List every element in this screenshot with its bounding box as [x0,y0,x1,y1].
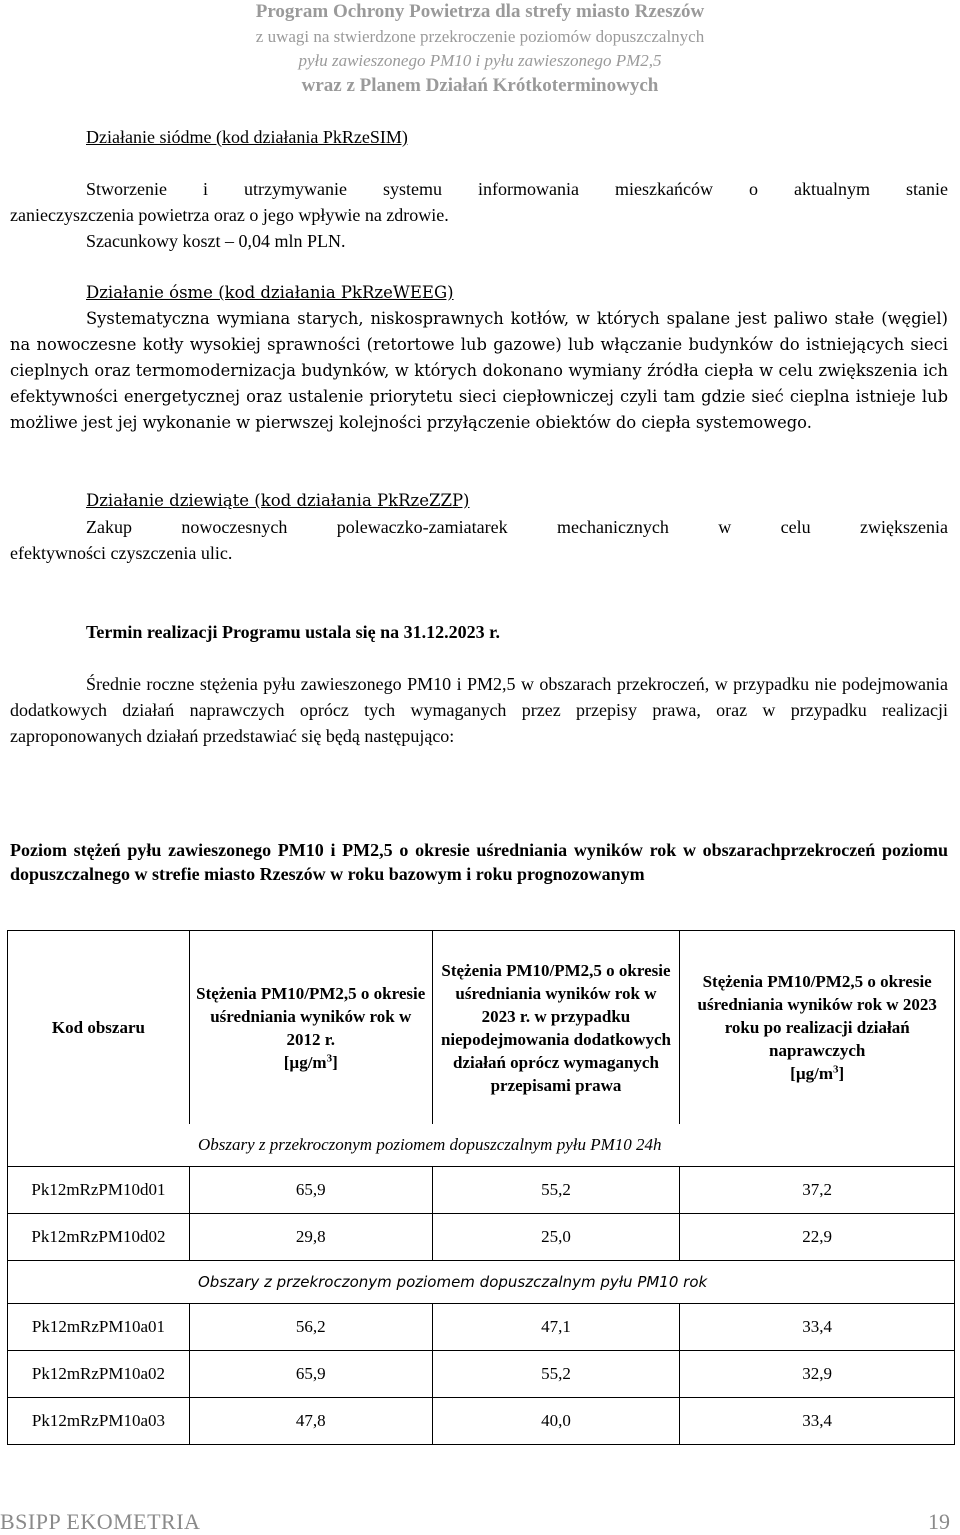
value-2012: 65,9 [189,1351,432,1398]
value-2023-without: 25,0 [432,1214,680,1261]
header-2023-with-unit: [µg/m [790,1064,833,1083]
area-code: Pk12mRzPM10d02 [8,1214,190,1261]
value-2012: 65,9 [189,1167,432,1214]
action8-text: Systematyczna wymiana starych, niskosprawnych kotłów, w których spalane jest paliwo stałe (węgiel) na nowoczesne kotły wysokiej sprawności (retortowe lub gazowe) lub włączanie budynków do istniejących sieci cieplnych oraz termomodernizacja budynków, w których dokonano wymiany źródła ciepła w celu zwiększenia ich efektywności energetycznej oraz ustalenie priorytetu sieci ciepłowniczej czyli tam gdzie sieć cieplna istnieje lub możliwe jest jej wykonanie w pierwszej kolejności przyłączenie obiektów do ciepła systemowego. [10,309,948,432]
value-2012: 47,8 [189,1398,432,1445]
area-code: Pk12mRzPM10a03 [8,1398,190,1445]
header-line-3: pyłu zawieszonego PM10 i pyłu zawieszonego PM2,5 [298,51,662,70]
section-row-annual [8,1261,955,1304]
concentration-table [7,930,955,1445]
action7-line2: zanieczyszczenia powietrza oraz o jego wpływie na zdrowie. [10,205,449,225]
area-code: Pk12mRzPM10a01 [8,1304,190,1351]
table-header-row [8,931,955,1125]
action9-line2: efektywności czyszczenia ulic. [10,543,233,563]
table-row [8,1351,955,1398]
value-2023-with: 32,9 [680,1351,955,1398]
header-2012-unit: [µg/m [283,1052,327,1072]
table-row [8,1214,955,1261]
action9-title: Działanie dziewiąte (kod działania PkRzeZZP) [86,491,470,510]
value-2023-with: 33,4 [680,1304,955,1351]
value-2023-without: 40,0 [432,1398,680,1445]
header-2012 [189,931,432,1125]
header-kod-obszaru: Kod obszaru [8,931,190,1125]
value-2023-without: 55,2 [432,1167,680,1214]
action7-cost: Szacunkowy koszt – 0,04 mln PLN. [86,231,346,251]
intro-paragraph: Średnie roczne stężenia pyłu zawieszonego PM10 i PM2,5 w obszarach przekroczeń, w przypadku nie podejmowania dodatkowych działań naprawczych oprócz tych wymaganych przez przepisy prawa, oraz w przypadku realizacji zaproponowanych działań przedstawiać się będą następująco: [10,674,948,746]
value-2023-with: 37,2 [680,1167,955,1214]
header-line-1: Program Ochrony Powietrza dla strefy miasto Rzeszów [255,1,705,22]
value-2023-with: 33,4 [680,1398,955,1445]
action7-title: Działanie siódme (kod działania PkRzeSIM) [86,127,408,147]
value-2023-with: 22,9 [680,1214,955,1261]
header-2012-label: Stężenia PM10/PM2,5 o okresie uśredniania wyników rok w 2012 r. [196,983,426,1049]
table-row [8,1398,955,1445]
header-2012-close: ] [332,1052,338,1072]
table-caption: Poziom stężeń pyłu zawieszonego PM10 i PM2,5 o okresie uśredniania wyników rok w obszarachprzekroczeń poziomu dopuszczalnego w strefie miasto Rzeszów w roku bazowym i roku prognozowanym [10,840,948,884]
value-2023-without: 55,2 [432,1351,680,1398]
header-2023-with-sup: 3 [833,1063,839,1076]
value-2012: 56,2 [189,1304,432,1351]
value-2012: 29,8 [189,1214,432,1261]
deadline: Termin realizacji Programu ustala się na 31.12.2023 r. [86,622,500,642]
header-2012-sup: 3 [326,1051,333,1064]
header-2023-with [680,931,955,1125]
header-2023-with-label: Stężenia PM10/PM2,5 o okresie uśredniania wyników rok w 2023 roku po realizacji działań naprawczych [697,972,937,1060]
header-line-2: z uwagi na stwierdzone przekroczenie poziomów dopuszczalnych [255,27,705,46]
action7-line1: Stworzenie i utrzymywanie systemu informowania mieszkańców o aktualnym stanie [86,179,948,199]
section-row-24h [8,1124,955,1167]
table-row [8,1167,955,1214]
section-label-24h: Obszary z przekroczonym poziomem dopuszczalnym pyłu PM10 24h [8,1124,955,1167]
table-row [8,1304,955,1351]
area-code: Pk12mRzPM10a02 [8,1351,190,1398]
section-label-annual: Obszary z przekroczonym poziomem dopuszczalnym pyłu PM10 rok [8,1261,955,1304]
action9-line1: Zakup nowoczesnych polewaczko-zamiatarek mechanicznych w celu zwiększenia [86,517,948,537]
footer-company: BSIPP EKOMETRIA [0,1509,201,1534]
action8-title: Działanie ósme (kod działania PkRzeWEEG) [86,283,454,302]
value-2023-without: 47,1 [432,1304,680,1351]
header-2023-with-close: ] [838,1064,845,1083]
footer-page-number: 19 [928,1509,950,1534]
area-code: Pk12mRzPM10d01 [8,1167,190,1214]
header-line-4: wraz z Planem Działań Krótkoterminowych [301,75,659,96]
header-2023-without: Stężenia PM10/PM2,5 o okresie uśredniania wyników rok w 2023 r. w przypadku niepodejmowania dodatkowych działań oprócz wymaganych przepisami prawa [432,931,680,1125]
